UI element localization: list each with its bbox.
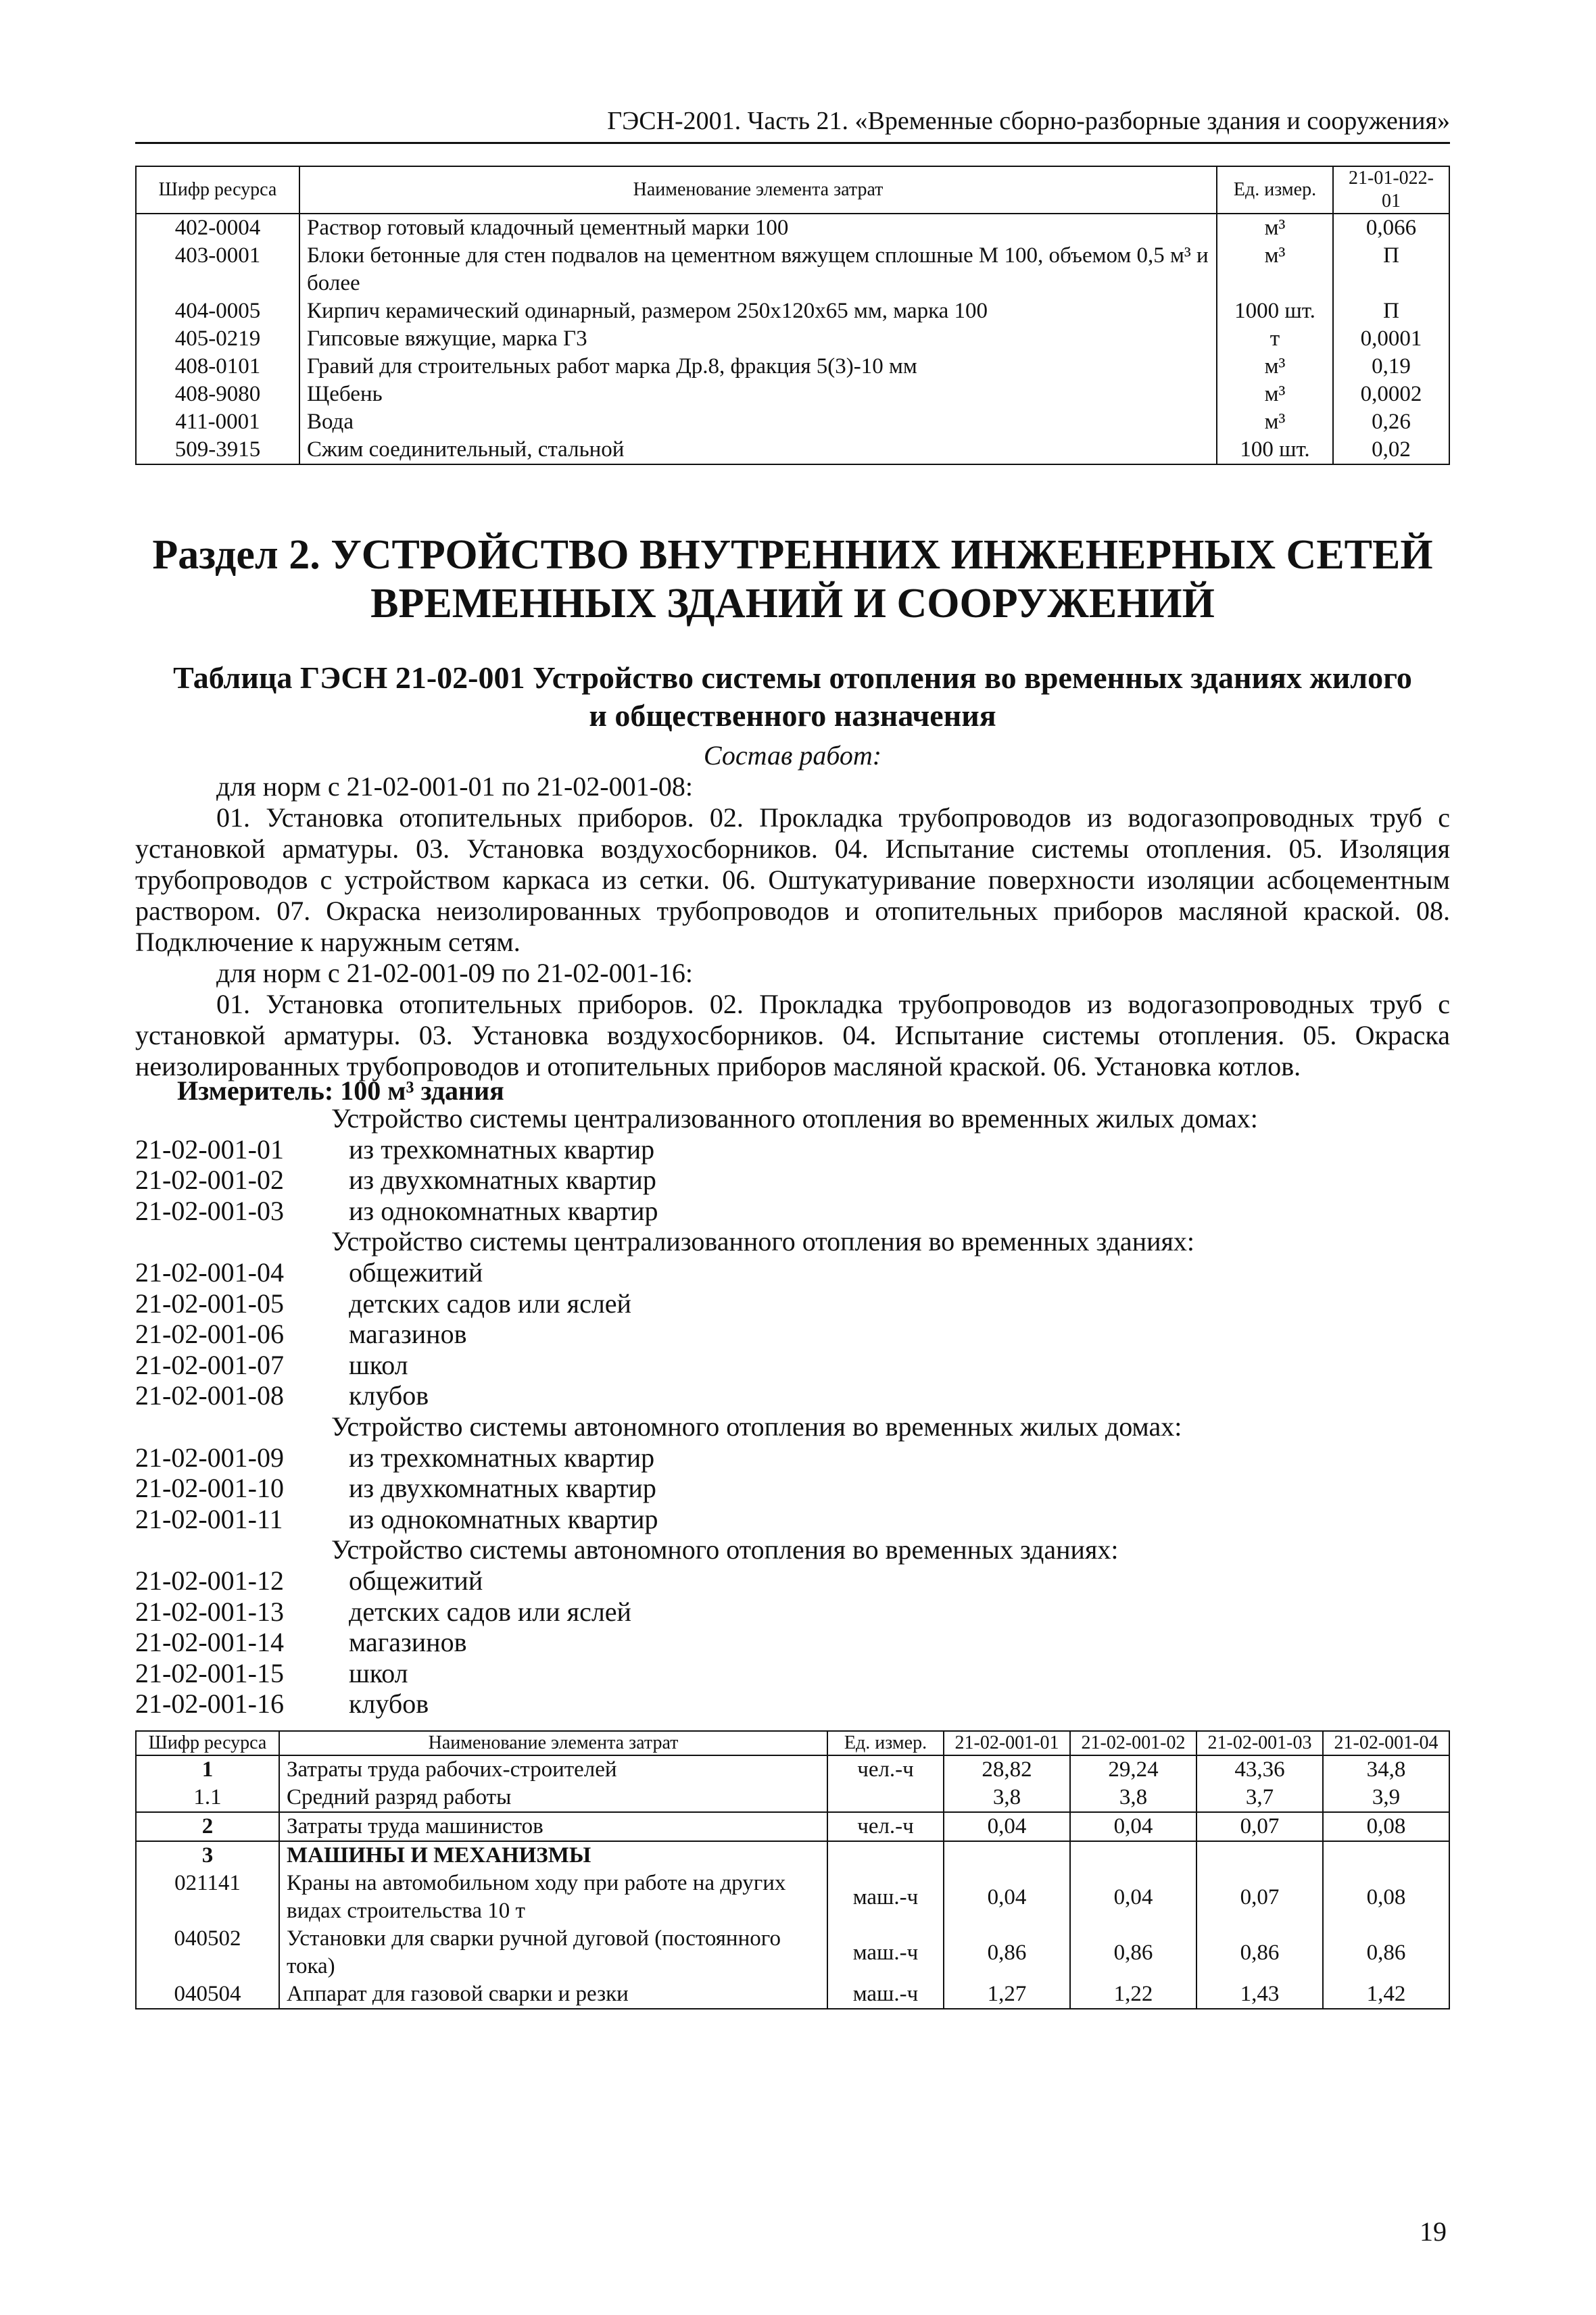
cell-unit: м³ (1217, 381, 1333, 408)
cell-value: 3,9 (1323, 1784, 1449, 1812)
norm-item (135, 1688, 1450, 1720)
works-list: 01. Установка отопительных приборов. 02. Прокладка трубопроводов из водогазопроводных труб с установкой арматуры. 03. Установка воздухосборников. 04. Испытание системы отопления. 05. Изоляция трубопроводов с устройством каркаса из сетки. 06. Оштукатуривание поверхности изоляции асбоцементным раствором. 07. Окраска неизолированных трубопроводов и отопительных приборов масляной краской. 08. Подключение к наружным сетям. (135, 802, 1450, 957)
table-row (136, 214, 1449, 242)
cell-value: 0,066 (1333, 214, 1449, 242)
cell-value: 0,26 (1333, 408, 1449, 436)
cell-name: Гипсовые вяжущие, марка Г3 (299, 325, 1217, 353)
table-title-line: Таблица ГЭСН 21-02-001 Устройство системы отопления во временных зданиях жилого (173, 660, 1412, 695)
cell-code: 040502 (136, 1925, 279, 1980)
cell-unit: маш.-ч (827, 1870, 944, 1925)
norm-code: 21-02-001-04 (135, 1257, 284, 1288)
cell-value: 0,08 (1323, 1870, 1449, 1925)
norm-group-title: Устройство системы централизованного отопления во временных зданиях: (331, 1226, 1195, 1257)
norm-label: магазинов (349, 1627, 467, 1658)
table-row (136, 353, 1449, 381)
page-header: ГЭСН-2001. Часть 21. «Временные сборно-разборные здания и сооружения» (135, 107, 1450, 144)
cell-unit: маш.-ч (827, 1980, 944, 2009)
table-row (136, 242, 1449, 297)
cell-value: 0,04 (1070, 1870, 1196, 1925)
cell-value: 0,02 (1333, 436, 1449, 464)
col-header-norm: 21-02-001-03 (1196, 1731, 1323, 1755)
cell-code: 1.1 (136, 1784, 279, 1812)
cell-unit: м³ (1217, 408, 1333, 436)
cell-code: 2 (136, 1812, 279, 1841)
table-row (136, 408, 1449, 436)
cell-value: 1,27 (944, 1980, 1070, 2009)
norm-label: школ (349, 1657, 408, 1688)
norm-code: 21-02-001-16 (135, 1688, 284, 1720)
resources-table (135, 1730, 1450, 2009)
cell-unit: 1000 шт. (1217, 297, 1333, 325)
table-row (136, 1755, 1449, 1784)
cell-code: 408-9080 (136, 381, 299, 408)
cell-name: Блоки бетонные для стен подвалов на цементном вяжущем сплошные М 100, объемом 0,5 м³ и более (299, 242, 1217, 297)
table-row (136, 436, 1449, 464)
cell-value: 0,04 (944, 1870, 1070, 1925)
norm-item (135, 1627, 1450, 1658)
cell-name: Щебень (299, 381, 1217, 408)
cell-value: 0,04 (1070, 1812, 1196, 1841)
cell-value (1323, 1841, 1449, 1870)
norm-code: 21-02-001-05 (135, 1288, 284, 1319)
cell-name: Вода (299, 408, 1217, 436)
materials-table (135, 166, 1450, 465)
cell-value: 0,08 (1323, 1812, 1449, 1841)
norm-code: 21-02-001-06 (135, 1319, 284, 1350)
cell-value: 0,0002 (1333, 381, 1449, 408)
cell-unit: 100 шт. (1217, 436, 1333, 464)
cell-value: 1,42 (1323, 1980, 1449, 2009)
col-header-norm: 21-02-001-04 (1323, 1731, 1449, 1755)
cell-name: МАШИНЫ И МЕХАНИЗМЫ (279, 1841, 827, 1870)
cell-value: 0,86 (1070, 1925, 1196, 1980)
cell-value: 0,86 (1323, 1925, 1449, 1980)
cell-code: 403-0001 (136, 242, 299, 297)
table-title-line: и общественного назначения (589, 698, 996, 733)
cell-name: Раствор готовый кладочный цементный марки 100 (299, 214, 1217, 242)
norm-code: 21-02-001-10 (135, 1473, 284, 1504)
norm-label: клубов (349, 1380, 429, 1411)
norm-code: 21-02-001-15 (135, 1657, 284, 1688)
cell-code: 040504 (136, 1980, 279, 2009)
cell-name: Сжим соединительный, стальной (299, 436, 1217, 464)
table-row (136, 381, 1449, 408)
cell-unit (827, 1841, 944, 1870)
works-list: 01. Установка отопительных приборов. 02. Прокладка трубопроводов из водогазопроводных труб с установкой арматуры. 03. Установка воздухосборников. 04. Испытание системы отопления. 05. Окраска неизолированных трубопроводов и отопительных приборов масляной краской. 06. Установка котлов. (135, 989, 1450, 1081)
norm-item (135, 1319, 1450, 1350)
cell-value (1196, 1841, 1323, 1870)
cell-value: 0,86 (944, 1925, 1070, 1980)
norm-label: детских садов или яслей (349, 1596, 631, 1627)
norm-item (135, 1257, 1450, 1288)
norm-label: из двухкомнатных квартир (349, 1473, 656, 1504)
norm-label: школ (349, 1349, 408, 1380)
norm-code: 21-02-001-07 (135, 1349, 284, 1380)
section-title-line: ВРЕМЕННЫХ ЗДАНИЙ И СООРУЖЕНИЙ (370, 581, 1215, 627)
cell-value: 0,07 (1196, 1870, 1323, 1925)
cell-code: 402-0004 (136, 214, 299, 242)
table-row (136, 297, 1449, 325)
norm-item (135, 1658, 1450, 1689)
cell-value: 3,7 (1196, 1784, 1323, 1812)
section-title (135, 531, 1450, 628)
page-number: 19 (1420, 2216, 1447, 2247)
cell-code: 509-3915 (136, 436, 299, 464)
col-header-norm: 21-02-001-01 (944, 1731, 1070, 1755)
cell-unit: м³ (1217, 353, 1333, 381)
section-title-line: Раздел 2. УСТРОЙСТВО ВНУТРЕННИХ ИНЖЕНЕРНЫХ СЕТЕЙ (152, 532, 1433, 578)
cell-code: 405-0219 (136, 325, 299, 353)
table-row (136, 325, 1449, 353)
cell-name: Установки для сварки ручной дуговой (постоянного тока) (279, 1925, 827, 1980)
norm-item (135, 1442, 1450, 1473)
norms-list (135, 1103, 1450, 1720)
norm-group-title: Устройство системы автономного отопления во временных зданиях: (331, 1534, 1119, 1565)
cell-unit: чел.-ч (827, 1755, 944, 1784)
norm-label: из двухкомнатных квартир (349, 1165, 656, 1196)
norm-item (135, 1350, 1450, 1381)
norm-code: 21-02-001-09 (135, 1442, 284, 1473)
table-row (136, 1980, 1449, 2009)
cell-code: 021141 (136, 1870, 279, 1925)
cell-value: 3,8 (1070, 1784, 1196, 1812)
cell-value: 43,36 (1196, 1755, 1323, 1784)
cell-name: Затраты труда машинистов (279, 1812, 827, 1841)
cell-value: 0,07 (1196, 1812, 1323, 1841)
norm-label: из трехкомнатных квартир (349, 1134, 655, 1165)
cell-name: Аппарат для газовой сварки и резки (279, 1980, 827, 2009)
cell-name: Средний разряд работы (279, 1784, 827, 1812)
cell-value: 0,0001 (1333, 325, 1449, 353)
cell-code: 3 (136, 1841, 279, 1870)
col-header-unit: Ед. измер. (1217, 166, 1333, 214)
work-composition-heading: Состав работ: (703, 740, 882, 771)
col-header-norm: 21-01-022-01 (1333, 166, 1449, 214)
cell-unit: м³ (1217, 214, 1333, 242)
norm-item (135, 1165, 1450, 1196)
norm-label: из трехкомнатных квартир (349, 1442, 655, 1473)
norm-group-title: Устройство системы централизованного отопления во временных жилых домах: (331, 1103, 1258, 1134)
norm-code: 21-02-001-02 (135, 1165, 284, 1196)
norm-code: 21-02-001-13 (135, 1596, 284, 1627)
norm-item (135, 1134, 1450, 1165)
col-header-unit: Ед. измер. (827, 1731, 944, 1755)
cell-unit (827, 1784, 944, 1812)
norm-label: из однокомнатных квартир (349, 1503, 658, 1534)
cell-name: Затраты труда рабочих-строителей (279, 1755, 827, 1784)
norm-code: 21-02-001-14 (135, 1627, 284, 1658)
cell-value: 34,8 (1323, 1755, 1449, 1784)
measurer: Измеритель: 100 м³ здания (177, 1075, 504, 1106)
table-row (136, 1925, 1449, 1980)
cell-value: П (1333, 242, 1449, 297)
table-row (136, 1841, 1449, 1870)
cell-name: Кирпич керамический одинарный, размером 250х120х65 мм, марка 100 (299, 297, 1217, 325)
norm-code: 21-02-001-03 (135, 1195, 284, 1226)
cell-code: 1 (136, 1755, 279, 1784)
cell-name: Краны на автомобильном ходу при работе на других видах строительства 10 т (279, 1870, 827, 1925)
norm-item (135, 1597, 1450, 1628)
col-header-name: Наименование элемента затрат (279, 1731, 827, 1755)
norm-code: 21-02-001-11 (135, 1503, 283, 1534)
cell-value: 1,43 (1196, 1980, 1323, 2009)
norm-label: магазинов (349, 1319, 467, 1350)
table-row (136, 1784, 1449, 1812)
col-header-code: Шифр ресурса (136, 166, 299, 214)
norm-label: общежитий (349, 1257, 483, 1288)
norm-code: 21-02-001-12 (135, 1565, 284, 1596)
col-header-code: Шифр ресурса (136, 1731, 279, 1755)
cell-value: 28,82 (944, 1755, 1070, 1784)
cell-value: 0,19 (1333, 353, 1449, 381)
cell-value: 29,24 (1070, 1755, 1196, 1784)
norm-item (135, 1473, 1450, 1504)
col-header-name: Наименование элемента затрат (299, 166, 1217, 214)
norms-range: для норм с 21-02-001-01 по 21-02-001-08: (216, 771, 694, 802)
cell-unit: маш.-ч (827, 1925, 944, 1980)
norm-code: 21-02-001-08 (135, 1380, 284, 1411)
table-row (136, 1870, 1449, 1925)
cell-value (1070, 1841, 1196, 1870)
cell-unit: м³ (1217, 242, 1333, 297)
cell-value: 3,8 (944, 1784, 1070, 1812)
cell-value: 0,04 (944, 1812, 1070, 1841)
cell-value: П (1333, 297, 1449, 325)
cell-code: 404-0005 (136, 297, 299, 325)
norm-label: из однокомнатных квартир (349, 1195, 658, 1226)
norm-code: 21-02-001-01 (135, 1134, 284, 1165)
norm-label: общежитий (349, 1565, 483, 1596)
norm-group-title: Устройство системы автономного отопления во временных жилых домах: (331, 1411, 1182, 1442)
norm-item (135, 1196, 1450, 1227)
table-title (135, 659, 1450, 735)
cell-value (944, 1841, 1070, 1870)
cell-code: 408-0101 (136, 353, 299, 381)
cell-unit: т (1217, 325, 1333, 353)
norm-item (135, 1380, 1450, 1411)
cell-name: Гравий для строительных работ марка Др.8, фракция 5(3)-10 мм (299, 353, 1217, 381)
col-header-norm: 21-02-001-02 (1070, 1731, 1196, 1755)
norm-item (135, 1565, 1450, 1597)
norm-item (135, 1288, 1450, 1319)
cell-value: 0,86 (1196, 1925, 1323, 1980)
norm-label: детских садов или яслей (349, 1288, 631, 1319)
norm-item (135, 1504, 1450, 1535)
norms-range: для норм с 21-02-001-09 по 21-02-001-16: (216, 958, 694, 988)
cell-unit: чел.-ч (827, 1812, 944, 1841)
table-row (136, 1812, 1449, 1841)
norm-label: клубов (349, 1688, 429, 1720)
cell-value: 1,22 (1070, 1980, 1196, 2009)
work-composition-text (135, 771, 1450, 1082)
cell-code: 411-0001 (136, 408, 299, 436)
